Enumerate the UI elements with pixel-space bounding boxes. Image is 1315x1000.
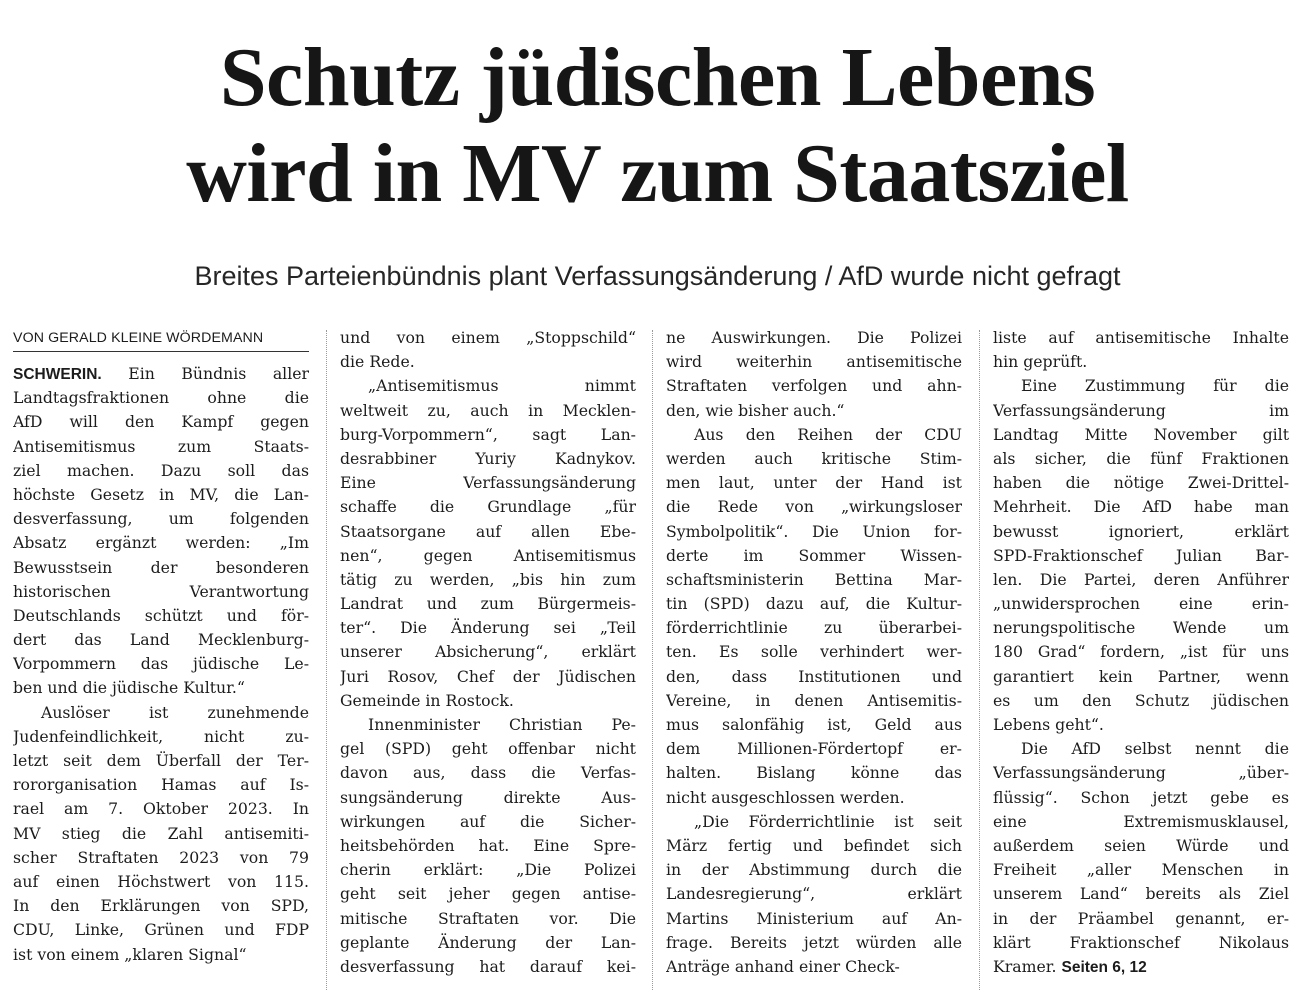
text-line: Juri Rosov, Chef der Jüdischen bbox=[340, 666, 636, 686]
text-line: scher Straftaten 2023 von 79 bbox=[13, 847, 309, 867]
article-column-1 bbox=[13, 326, 309, 967]
text-line: Eine Verfassungsänderung bbox=[340, 473, 636, 493]
text-line: Landtag Mitte November gilt bbox=[993, 424, 1289, 444]
text-line: klärt Fraktionschef Nikolaus bbox=[993, 932, 1289, 952]
text-line: rororganisation Hamas auf Is- bbox=[13, 775, 309, 795]
text-line: Die AfD selbst nennt die bbox=[1021, 739, 1289, 759]
text-line: den, wie bisher auch.“ bbox=[666, 400, 845, 420]
text-line: dem Millionen-Fördertopf er- bbox=[666, 739, 962, 759]
column-divider bbox=[326, 330, 327, 990]
text-line: nerungspolitische Wende um bbox=[993, 618, 1289, 638]
text-line: es um den Schutz jüdischen bbox=[993, 690, 1289, 710]
column-divider bbox=[979, 330, 980, 990]
text-line: „Die Förderrichtlinie ist seit bbox=[694, 811, 962, 831]
text-line: burg-Vorpommern“, sagt Lan- bbox=[340, 424, 636, 444]
text-line: Mehrheit. Die AfD habe man bbox=[993, 497, 1289, 517]
text-line: in der Präambel genannt, er- bbox=[993, 908, 1289, 928]
text-line: Landrat und zum Bürgermeis- bbox=[340, 594, 636, 614]
text-line: geplante Änderung der Lan- bbox=[340, 932, 636, 952]
text-line: davon aus, dass die Verfas- bbox=[340, 763, 636, 783]
text-line: ben und die jüdische Kultur.“ bbox=[13, 678, 245, 698]
text-line: tätig zu werden, „bis hin zum bbox=[340, 569, 636, 589]
text-line: Auslöser ist zunehmende bbox=[41, 702, 309, 722]
text-line: desrabbiner Yuriy Kadnykov. bbox=[340, 448, 636, 468]
text-line: ist von einem „klaren Signal“ bbox=[13, 944, 247, 964]
text-line: frage. Bereits jetzt würden alle bbox=[666, 932, 962, 952]
text-line: unserer Absicherung“, erklärt bbox=[340, 642, 636, 662]
text-line: bewusst ignoriert, erklärt bbox=[993, 521, 1289, 541]
text-line: ziel machen. Dazu soll das bbox=[13, 460, 309, 480]
text-line: Staatsorgane auf allen Ebe- bbox=[340, 521, 636, 541]
text-line: haben die nötige Zwei-Drittel- bbox=[993, 473, 1289, 493]
text-line: Anträge anhand einer Check- bbox=[666, 956, 900, 976]
text-line: tin (SPD) dazu auf, die Kultur- bbox=[666, 594, 962, 614]
text-line: ter“. Die Änderung sei „Teil bbox=[340, 618, 636, 638]
text-line: Verfassungsänderung „über- bbox=[993, 763, 1289, 783]
text-line: Lebens geht“. bbox=[993, 715, 1104, 734]
byline: VON GERALD KLEINE WÖRDEMANN bbox=[13, 326, 309, 352]
text-line: Verfassungsänderung im bbox=[993, 400, 1289, 420]
text-line bbox=[993, 955, 1289, 979]
headline bbox=[0, 30, 1315, 222]
text-line: mus salonfähig ist, Geld aus bbox=[666, 715, 962, 734]
text-line bbox=[13, 362, 309, 386]
text-line: Landtagsfraktionen ohne die bbox=[13, 388, 309, 408]
text-line: Symbolpolitik“. Die Union for- bbox=[666, 521, 962, 541]
text-line: weltweit zu, auch in Mecklen- bbox=[340, 400, 636, 420]
text-line: Landesregierung“, erklärt bbox=[666, 884, 962, 904]
text-line: 180 Grad“ fordern, „ist für uns bbox=[993, 642, 1289, 662]
text-line: halten. Bislang könne das bbox=[666, 763, 962, 783]
text-line: derte im Sommer Wissen- bbox=[666, 545, 962, 565]
text-line: Freiheit „aller Menschen in bbox=[993, 860, 1289, 880]
text-line: den, dass Institutionen und bbox=[666, 666, 962, 686]
text-line: in der Abstimmung durch die bbox=[666, 860, 962, 880]
text-line: Martins Ministerium auf An- bbox=[666, 908, 962, 928]
text-line: SPD-Fraktionschef Julian Bar- bbox=[993, 545, 1289, 565]
text-line: MV stieg die Zahl antisemiti- bbox=[13, 823, 309, 843]
text-line: dert das Land Mecklenburg- bbox=[13, 630, 309, 650]
text-line: werden auch kritische Stim- bbox=[666, 448, 962, 468]
text-line: heitsbehörden hat. Eine Spre- bbox=[340, 835, 636, 855]
text-line: als sicher, die fünf Fraktionen bbox=[993, 448, 1289, 468]
text-line: unserem Land“ bereits als Ziel bbox=[993, 884, 1289, 904]
text-line: März fertig und befindet sich bbox=[666, 835, 962, 855]
text-line: und von einem „Stoppschild“ bbox=[340, 328, 636, 347]
text-line: flüssig“. Schon jetzt gebe es bbox=[993, 787, 1289, 807]
text-line: Innenminister Christian Pe- bbox=[368, 715, 636, 734]
text-line: geht seit jeher gegen antise- bbox=[340, 884, 636, 904]
text-line: historischen Verantwortung bbox=[13, 581, 309, 601]
text-line: ne Auswirkungen. Die Polizei bbox=[666, 328, 962, 347]
text-line: „Antisemitismus nimmt bbox=[368, 376, 636, 396]
text-line: In den Erklärungen von SPD, bbox=[13, 896, 309, 916]
text-line: auf einen Höchstwert von 115. bbox=[13, 871, 309, 891]
text-line: nen“, gegen Antisemitismus bbox=[340, 545, 636, 565]
text-line: Vereine, in denen Antisemitis- bbox=[666, 690, 962, 710]
text-line: Eine Zustimmung für die bbox=[1021, 376, 1289, 396]
text-line: rael am 7. Oktober 2023. In bbox=[13, 799, 309, 819]
text-line: außerdem seien Würde und bbox=[993, 835, 1289, 855]
text-line: wirkungen auf die Sicher- bbox=[340, 811, 636, 831]
dateline: SCHWERIN. bbox=[13, 366, 102, 383]
text-line: Gemeinde in Rostock. bbox=[340, 690, 514, 710]
text-line: cherin erklärt: „Die Polizei bbox=[340, 860, 636, 880]
subheadline: Breites Parteienbündnis plant Verfassungsänderung / AfD wurde nicht gefragt bbox=[194, 261, 1121, 291]
text-line: „unwidersprochen eine erin- bbox=[993, 594, 1289, 614]
text-line: die Rede von „wirkungsloser bbox=[666, 497, 962, 517]
column-divider bbox=[652, 330, 653, 990]
text-line: Absatz ergänzt werden: „Im bbox=[13, 533, 309, 553]
text-line: liste auf antisemitische Inhalte bbox=[993, 328, 1289, 347]
text-line-end: Kramer. bbox=[993, 956, 1062, 976]
text-line: nicht ausgeschlossen werden. bbox=[666, 787, 905, 807]
text-line: höchste Gesetz in MV, die Lan- bbox=[13, 484, 309, 504]
text-line: wird weiterhin antisemitische bbox=[666, 352, 962, 372]
article-column-4 bbox=[993, 326, 1289, 979]
text-line: eine Extremismusklausel, bbox=[993, 811, 1289, 831]
text-line: die Rede. bbox=[340, 352, 415, 372]
text-line: men laut, unter der Hand ist bbox=[666, 473, 962, 493]
text-line: desverfassung hat darauf kei- bbox=[340, 956, 636, 976]
text-line: len. Die Partei, deren Anführer bbox=[993, 569, 1289, 589]
text-line: desverfassung, um folgenden bbox=[13, 509, 309, 529]
text-line: Straftaten verfolgen und ahn- bbox=[666, 376, 962, 396]
text-line: Judenfeindlichkeit, nicht zu- bbox=[13, 726, 309, 746]
text-line: förderrichtlinie zu überarbei- bbox=[666, 618, 962, 638]
text-line: letzt seit dem Überfall der Ter- bbox=[13, 751, 309, 770]
text-line: schaffe die Grundlage „für bbox=[340, 497, 636, 517]
article-column-2 bbox=[340, 326, 636, 979]
text-line: gel (SPD) geht offenbar nicht bbox=[340, 739, 636, 759]
text-line: Antisemitismus zum Staats- bbox=[13, 436, 309, 456]
headline-line-1: Schutz jüdischen Lebens bbox=[219, 31, 1096, 124]
text-line: CDU, Linke, Grünen und FDP bbox=[13, 920, 309, 940]
text-line: ten. Es solle verhindert wer- bbox=[666, 642, 962, 662]
text-line: garantiert kein Partner, wenn bbox=[993, 666, 1289, 686]
text-line: sungsänderung direkte Aus- bbox=[340, 787, 636, 807]
text-line: Bewusstsein der besonderen bbox=[13, 557, 309, 577]
page-reference: Seiten 6, 12 bbox=[1061, 958, 1147, 976]
text-line: mitische Straftaten vor. Die bbox=[340, 908, 636, 928]
text-line-rest: Ein Bündnis aller bbox=[101, 364, 309, 383]
text-line: AfD will den Kampf gegen bbox=[13, 412, 309, 432]
text-line: Deutschlands schützt und för- bbox=[13, 605, 309, 625]
text-line: Aus den Reihen der CDU bbox=[694, 424, 962, 444]
text-line: schaftsministerin Bettina Mar- bbox=[666, 569, 962, 589]
text-line: hin geprüft. bbox=[993, 352, 1088, 372]
text-line: Vorpommern das jüdische Le- bbox=[13, 654, 309, 674]
headline-line-2: wird in MV zum Staatsziel bbox=[186, 127, 1129, 220]
article-column-3 bbox=[666, 326, 962, 979]
